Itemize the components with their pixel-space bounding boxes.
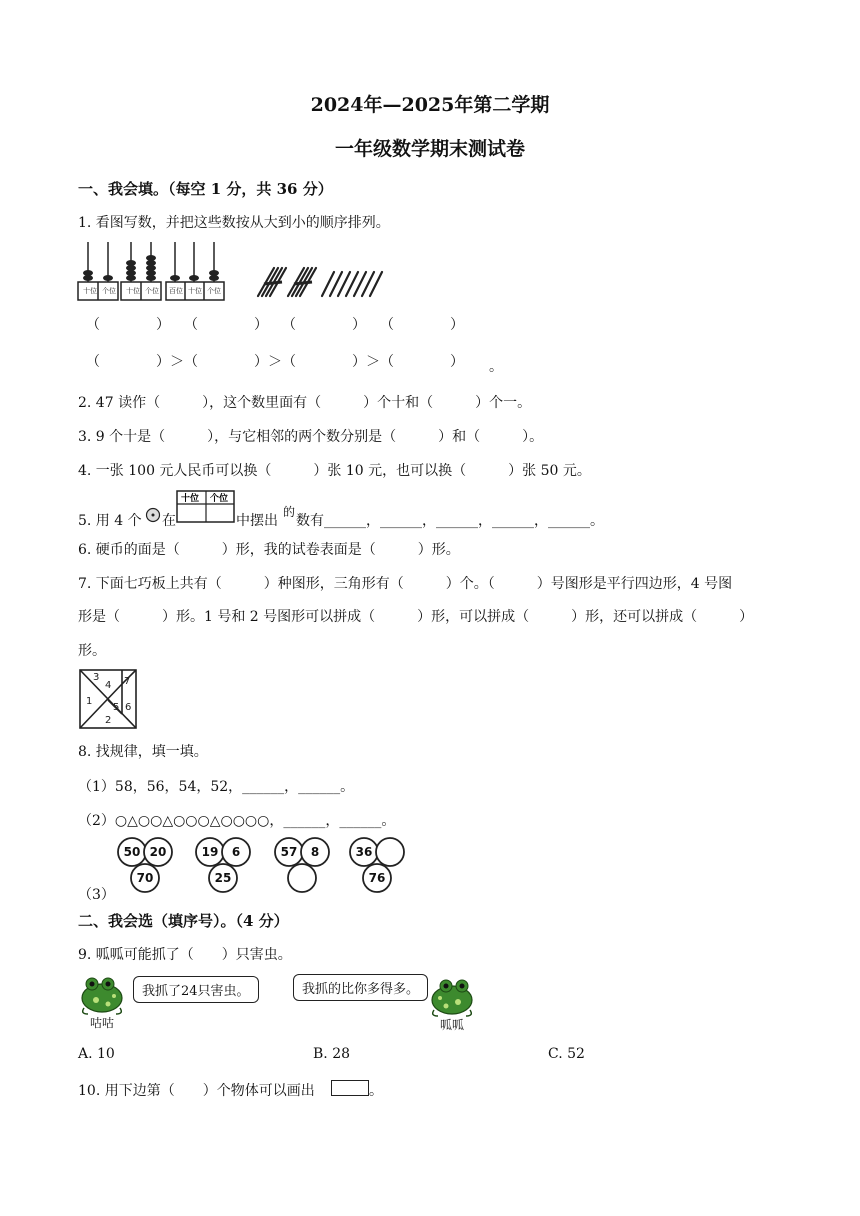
question-6-text: 6. 硬币的面是（ ）形，我的试卷表面是（ ）形。 <box>78 542 460 558</box>
tangram-number: 6 <box>125 702 132 713</box>
exam-title-name: 一年级数学期末测试卷 <box>334 138 525 160</box>
tangram-number: 5 <box>113 702 120 713</box>
q7-line2: 形是（ ）形。1 号和 2 号图形可以拼成（ ）形，可以拼成（ ）形，还可以拼成（ ） <box>78 609 754 625</box>
circle-number: 25 <box>214 871 232 885</box>
frog-right-icon <box>426 974 476 1020</box>
q5-prefix: 5. 用 4 个 <box>78 513 142 529</box>
speech-bubble-left: 我抓了24只害虫。 <box>133 976 259 1003</box>
circle-number: 57 <box>280 845 298 859</box>
frog-right-name: 呱呱 <box>440 1018 465 1032</box>
section-2-heading: 二、我会选（填序号）。（4 分） <box>78 912 289 930</box>
abacus-label: 百位 <box>169 287 183 295</box>
exam-title-term: 2024年—2025年第二学期 <box>310 94 550 116</box>
q10-end: 。 <box>369 1083 383 1099</box>
grid-label-ones: 个位 <box>210 494 229 504</box>
q8-part1: （1）58，56，54，52，______，______。 <box>78 779 355 795</box>
number-circles-figure <box>112 834 412 896</box>
circle-number: 36 <box>355 845 373 859</box>
abacus-label: 个位 <box>102 287 116 295</box>
question-9-text: 9. 呱呱可能抓了（ ）只害虫。 <box>78 947 292 963</box>
question-1-text: 1. 看图写数，并把这些数按从大到小的顺序排列。 <box>78 215 390 231</box>
abacus-label: 个位 <box>207 287 221 295</box>
sticks-figure <box>252 264 392 304</box>
tangram-number: 1 <box>86 696 93 707</box>
q5-mid1: 在 <box>162 513 176 529</box>
circle-number: 50 <box>123 845 141 859</box>
question-2-text: 2. 47 读作（ ），这个数里面有（ ）个十和（ ）个一。 <box>78 395 532 411</box>
tangram-number: 3 <box>93 672 100 683</box>
rectangle-shape <box>331 1080 369 1096</box>
circle-number: 70 <box>136 871 154 885</box>
circle-number: 19 <box>201 845 219 859</box>
q7-line3: 形。 <box>78 643 106 659</box>
frog-left-name: 咕咕 <box>90 1016 115 1030</box>
question-3-text: 3. 9 个十是（ ），与它相邻的两个数分别是（ ）和（ ）。 <box>78 429 544 445</box>
circle-number: 20 <box>149 845 167 859</box>
q9-option-c: C. 52 <box>548 1046 585 1062</box>
q1-blanks-row: （ ） （ ） （ ） （ ） <box>86 317 464 333</box>
tangram-figure <box>78 668 138 730</box>
circle-number: 6 <box>231 845 241 859</box>
abacus-label: 十位 <box>188 287 202 295</box>
place-value-grid <box>176 490 236 524</box>
abacus-figure <box>76 236 226 302</box>
q8-part2: （2）○△○○△○○○△○○○○，______，______。 <box>78 813 396 829</box>
question-4-text: 4. 一张 100 元人民币可以换（ ）张 10 元，也可以换（ ）张 50 元。 <box>78 463 591 479</box>
q5-suffix: 数有______，______，______，______，______。 <box>296 513 604 529</box>
speech-bubble-right: 我抓的比你多得多。 <box>293 974 428 1001</box>
grid-label-tens: 十位 <box>181 494 200 504</box>
question-10-text: 10. 用下边第（ ）个物体可以画出 <box>78 1083 315 1099</box>
abacus-label: 十位 <box>126 287 140 295</box>
q9-option-a: A. 10 <box>78 1046 115 1062</box>
q1-order-end: 。 <box>489 359 503 375</box>
abacus-label: 个位 <box>145 287 159 295</box>
q9-option-b: B. 28 <box>313 1046 351 1062</box>
tangram-number: 7 <box>124 676 131 687</box>
abacus-label: 十位 <box>83 287 97 295</box>
q5-de: 的 <box>283 505 296 519</box>
bead-icon <box>145 507 161 523</box>
tangram-number: 4 <box>105 680 112 691</box>
frog-left-icon <box>78 972 128 1018</box>
q5-mid2: 中摆出 <box>236 513 278 529</box>
q7-line1: 7. 下面七巧板上共有（ ）种图形，三角形有（ ）个。（ ）号图形是平行四边形，4 号图 <box>78 576 733 592</box>
section-1-heading: 一、我会填。（每空 1 分，共 36 分） <box>78 180 333 198</box>
question-8-text: 8. 找规律，填一填。 <box>78 744 208 760</box>
tangram-number: 2 <box>105 715 112 726</box>
circle-number: 8 <box>310 845 320 859</box>
circle-number: 76 <box>368 871 386 885</box>
q1-order-row: （ ）＞（ ）＞（ ）＞（ ） <box>86 354 464 370</box>
q8-part3-label: （3） <box>78 887 115 903</box>
